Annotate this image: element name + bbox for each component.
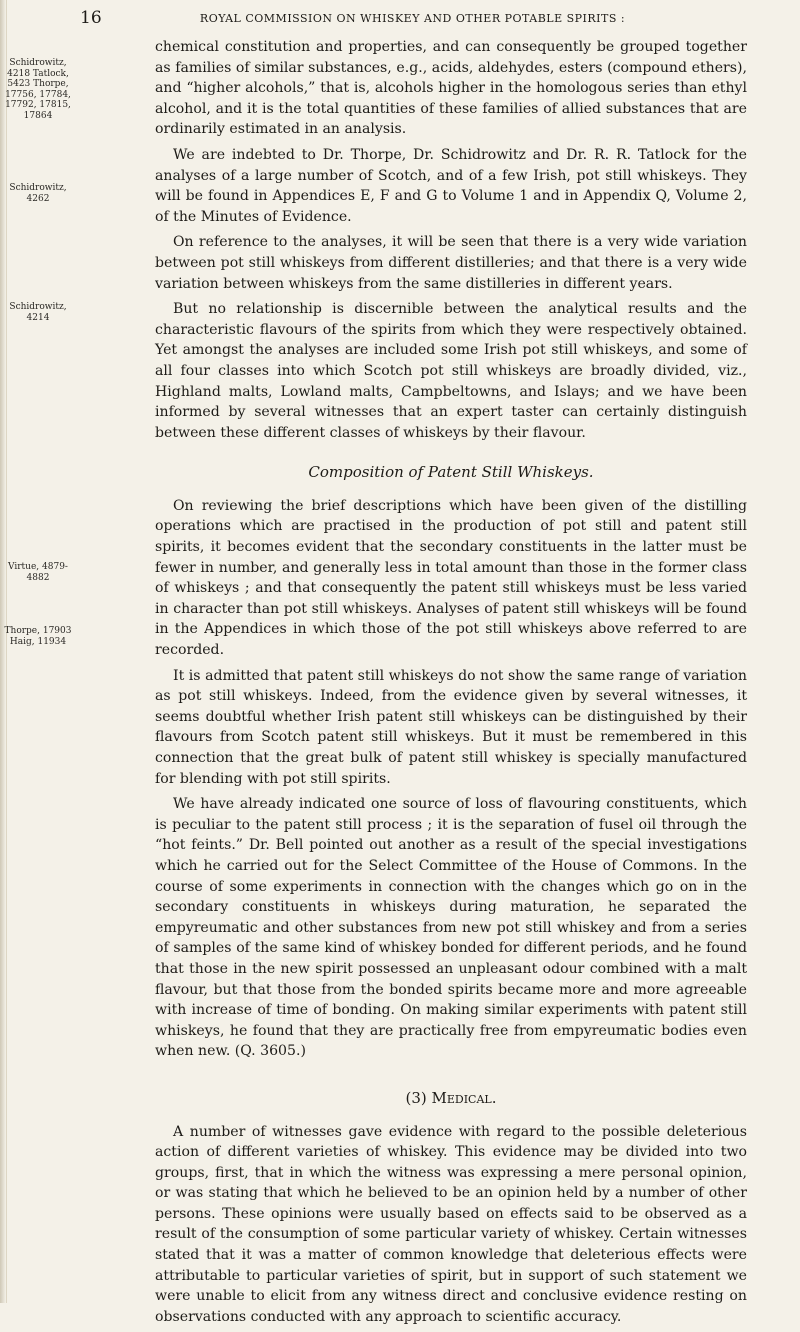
margin-note: Schidrowitz, 4262: [9, 183, 67, 204]
margin-note: Thorpe, 17903 Haig, 11934: [4, 626, 72, 647]
section-heading-medical: (3) Medical.: [405, 1088, 497, 1107]
paragraph: It is admitted that patent still whiskeys do not show the same range of variation as pot still whiskeys. Indeed, from the evidence given by several witnesses, it seems doubtful whether Irish patent still whiskeys can be distinguished by their flavours from Scotch patent still whiskeys. But it must be remembered in this connection that the great bulk of patent still whiskey is specially manufactured for blending with pot still spirits.: [155, 667, 747, 787]
paragraph: We have already indicated one source of loss of flavouring constituents, which is peculiar to the patent still process ; it is the separation of fusel oil through the “hot feints.” Dr. Bell pointed out another as a result of the special investigations which he carried out for the Select Committee of the House of Commons. In the course of some experiments in connection with the changes which go on in the secondary constituents in whiskeys during maturation, he separated the empyreumatic and other substances from new pot still whiskey and from a series of samples of the same kind of whiskey bonded for different periods, and he found that those in the new spirit possessed an unpleasant odour combined with a malt flavour, but that those from the bonded spirits became more and more agreeable with increase of time of bonding. On making similar experiments with patent still whiskeys, he found that they are practically free from empyreumatic bodies even when new. (Q. 3605.): [155, 796, 747, 1060]
paragraph: We are indebted to Dr. Thorpe, Dr. Schidrowitz and Dr. R. R. Tatlock for the analyses of a large number of Scotch, and of a few Irish, pot still whiskeys. They will be found in Appendices E, F and G to Volume 1 and in Appendix Q, Volume 2, of the Minutes of Evidence.: [155, 146, 747, 225]
paragraph: But no relationship is discernible between the analytical results and the characteristic flavours of the spirits from which they were respectively obtained. Yet amongst the analyses are included some Irish pot still whiskeys, and some of all four classes into which Scotch pot still whiskeys are broadly divided, viz., Highland malts, Lowland malts, Campbeltowns, and Islays; and we have been informed by several witnesses that an expert taster can certainly distinguish between these different classes of whiskeys by their flavour.: [155, 301, 747, 441]
main-text: [155, 37, 747, 1332]
page-header: [80, 6, 745, 32]
section-heading-composition: Composition of Patent Still Whiskeys.: [308, 463, 594, 482]
margin-note: Schidrowitz, 4218 Tatlock, 5423 Thorpe, 17756, 17784, 17792, 17815, 17864: [5, 58, 71, 121]
paragraph: On reviewing the brief descriptions which have been given of the distilling operations which are practised in the production of pot still and patent still spirits, it becomes evident that the secondary constituents in the latter must be fewer in number, and generally less in total amount than those in the former class of whiskeys ; and that consequently the patent still whiskeys must be less varied in character than pot still whiskeys. Analyses of patent still whiskeys will be found in the Appendices in which those of the pot still whiskeys above referred to are recorded.: [155, 497, 747, 659]
paragraph: On reference to the analyses, it will be seen that there is a very wide variation between pot still whiskeys from different distilleries; and that there is a very wide variation between whiskeys from the same distilleries in different years.: [155, 234, 747, 292]
margin-note: Schidrowitz, 4214: [9, 302, 67, 323]
paragraph: chemical constitution and properties, and can consequently be grouped together as families of similar substances, e.g., acids, aldehydes, esters (compound ethers), and “higher alcohols,” that is, alcohols higher in the homologous series than ethyl alcohol, and it is the total quantities of these families of allied substances that are ordinarily estimated in an analysis.: [155, 39, 747, 138]
running-head: ROYAL COMMISSION ON WHISKEY AND OTHER POTABLE SPIRITS :: [199, 12, 626, 25]
margin-note: Virtue, 4879-4882: [8, 562, 68, 583]
paragraph: A number of witnesses gave evidence with regard to the possible deleterious action of different varieties of whiskey. This evidence may be divided into two groups, first, that in which the witness was expressing a mere personal opinion, or was stating that which he believed to be an opinion held by a number of other persons. These opinions were usually based on effects said to be observed as a result of the consumption of some particular variety of whiskey. Certain witnesses stated that it was a matter of common knowledge that deleterious effects were attributable to particular varieties of spirit, but in support of such statement we were unable to elicit from any witness direct and conclusive evidence resting on observations conducted with any approach to scientific accuracy.: [155, 1123, 747, 1325]
page-number: 16: [80, 8, 102, 28]
